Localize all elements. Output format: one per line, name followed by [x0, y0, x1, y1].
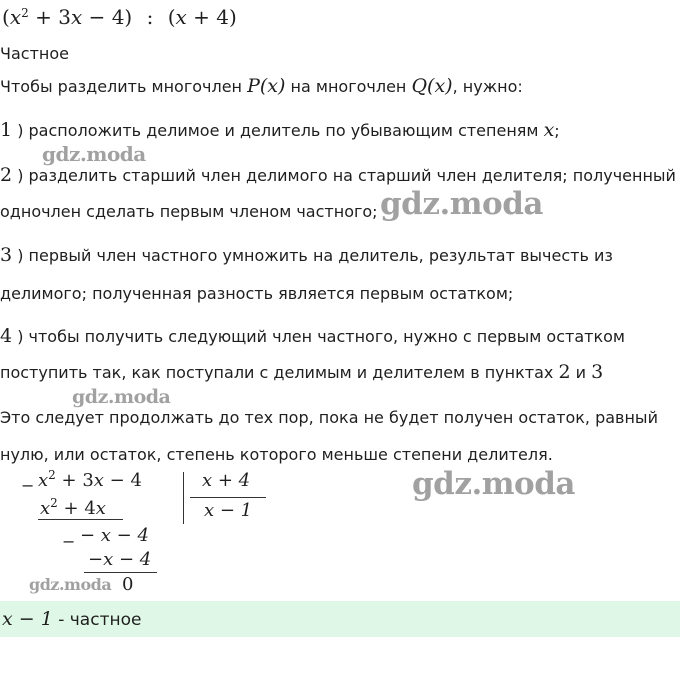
step-ref: 2 — [558, 361, 571, 383]
division-bar-vertical — [183, 472, 184, 524]
var-arg: (x) — [427, 75, 453, 97]
step-number: 4 — [0, 325, 13, 347]
subtrahend-2: −x − 4 — [88, 549, 152, 570]
term: + 4 — [57, 498, 96, 519]
step-4-line-1 — [0, 326, 625, 347]
text-fragment: на многочлен — [285, 77, 412, 96]
step-text: ) первый член частного умножить на делитель, результат вычесть из — [17, 246, 613, 265]
exponent: 2 — [21, 6, 29, 20]
step-text: ) чтобы получить следующий член частного, нужно с первым остатком — [17, 327, 625, 346]
var-x: x — [38, 470, 49, 491]
answer-bar — [0, 601, 680, 637]
divisor: x + 4 — [202, 470, 251, 491]
watermark: gdz.moda — [72, 386, 171, 408]
var-x: x — [175, 5, 187, 29]
text-fragment: , нужно: — [452, 77, 523, 96]
var-Q: Q — [411, 75, 428, 97]
remainder-1: − x − 4 — [80, 525, 149, 546]
step-text: поступить так, как поступали с делимым и делителем в пунктах — [0, 363, 559, 382]
paren-open: ( — [167, 5, 176, 29]
dividend — [38, 470, 142, 491]
underline-1 — [38, 519, 123, 520]
subtrahend-1 — [40, 498, 106, 519]
var-x: x — [543, 119, 555, 141]
text-fragment: Чтобы разделить многочлен — [0, 77, 248, 96]
step-text: ) разделить старший член делимого на старший член делителя; полученный — [17, 166, 676, 185]
section-heading: Частное — [0, 44, 69, 63]
step-2-line-1 — [0, 165, 676, 186]
term: + 3 — [28, 5, 71, 29]
text-fragment: ; — [554, 121, 560, 140]
var-x: x — [40, 498, 51, 519]
rule-intro — [0, 76, 523, 97]
term: − 4 — [103, 470, 142, 491]
problem-dividend — [2, 5, 132, 29]
continue-line-2: нулю, или остаток, степень которого меньше степени делителя. — [0, 445, 553, 464]
term: + 3 — [55, 470, 94, 491]
exponent: 2 — [50, 496, 58, 510]
var-x: x — [9, 5, 22, 29]
continue-line-1: Это следует продолжать до тех пор, пока не будет получен остаток, равный — [0, 408, 658, 427]
problem-divisor — [168, 5, 237, 29]
var-x: x — [70, 5, 83, 29]
term: − 4) — [82, 5, 133, 29]
watermark: gdz.moda — [380, 186, 543, 222]
answer-line — [2, 608, 141, 630]
step-4-line-2 — [0, 362, 603, 383]
step-1 — [0, 120, 560, 141]
step-2-line-2: одночлен сделать первым членом частного; — [0, 202, 378, 221]
step-ref: 3 — [591, 361, 604, 383]
step-3-line-2: делимого; полученная разность является первым остатком; — [0, 284, 514, 303]
quotient: x − 1 — [204, 500, 253, 521]
step-text: ) расположить делимое и делитель по убывающим степеням — [17, 121, 544, 140]
watermark: gdz.moda — [42, 142, 146, 166]
var-x: x — [95, 498, 106, 519]
answer-label: - частное — [52, 610, 142, 630]
step-number: 1 — [0, 119, 13, 141]
minus-sign: − — [21, 476, 35, 495]
paren-open: ( — [2, 5, 10, 29]
minus-sign: − — [62, 532, 76, 551]
watermark: gdz.moda — [29, 575, 112, 594]
underline-2 — [84, 572, 157, 573]
var-arg: (x) — [259, 75, 286, 97]
var-P: P — [247, 75, 260, 97]
step-number: 2 — [0, 164, 13, 186]
answer-expression: x − 1 — [2, 608, 53, 630]
problem-expression — [2, 4, 237, 30]
exponent: 2 — [48, 468, 56, 482]
text-fragment: и — [570, 363, 592, 382]
var-x: x — [93, 470, 104, 491]
final-remainder: 0 — [122, 574, 134, 595]
step-3-line-1 — [0, 245, 613, 266]
step-number: 3 — [0, 244, 13, 266]
watermark: gdz.moda — [412, 466, 575, 502]
term: + 4) — [186, 5, 237, 29]
division-colon: : — [146, 5, 154, 29]
divisor-underline — [190, 497, 266, 498]
